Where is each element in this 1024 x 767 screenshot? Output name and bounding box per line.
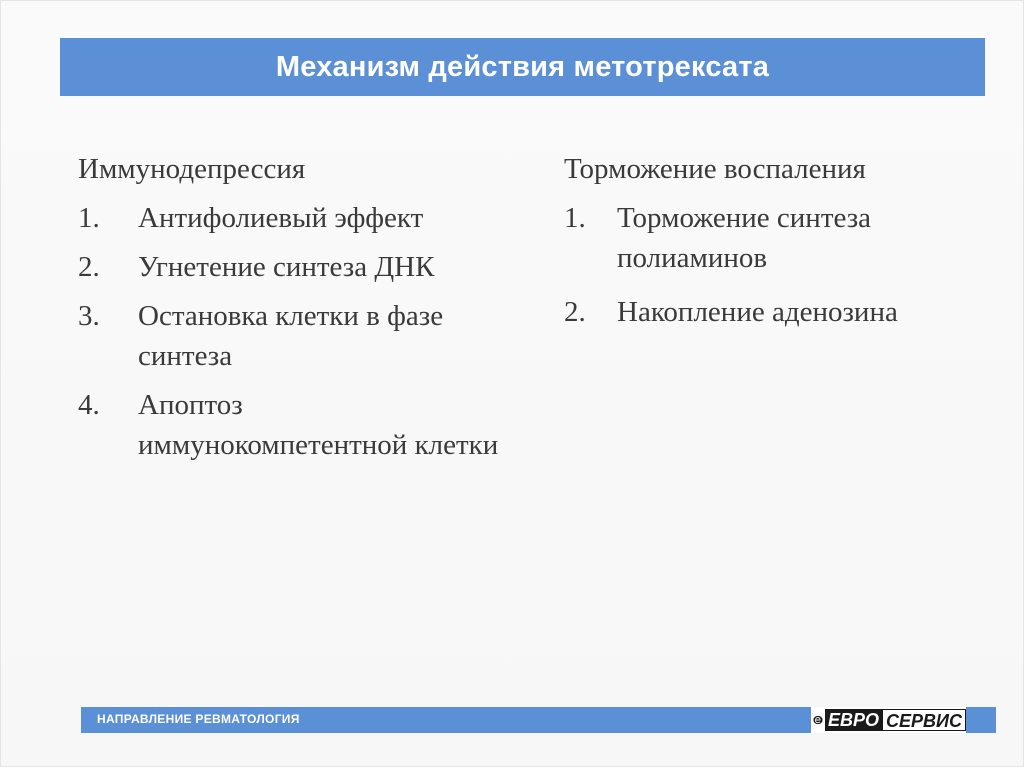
item-number: 3. — [78, 300, 100, 332]
footer-bar — [81, 707, 996, 733]
item-text: Накопление аденозина — [617, 296, 898, 328]
logo-text-evro: ЕВРО — [825, 709, 882, 731]
left-column — [78, 149, 518, 474]
left-column-heading: Иммунодепрессия — [78, 153, 306, 185]
item-text: Угнетение синтеза ДНК — [138, 251, 435, 283]
right-column-list — [564, 198, 984, 332]
company-logo — [811, 707, 966, 733]
left-column-list — [78, 198, 518, 465]
item-number: 1. — [564, 202, 586, 234]
item-text: Остановка клетки в фазе синтеза — [138, 300, 444, 372]
e-logo-icon — [813, 709, 823, 731]
item-text: Торможение синтеза полиаминов — [617, 202, 872, 274]
title-bar — [60, 38, 985, 96]
list-item — [564, 198, 984, 278]
item-number: 2. — [564, 296, 586, 328]
list-item — [78, 198, 518, 238]
right-column-heading: Торможение воспаления — [564, 153, 866, 185]
item-number: 4. — [78, 389, 100, 421]
item-text: Антифолиевый эффект — [138, 202, 424, 234]
list-item — [78, 247, 518, 287]
list-item — [78, 296, 518, 376]
footer-label: НАПРАВЛЕНИЕ РЕВМАТОЛОГИЯ — [97, 712, 300, 726]
item-number: 1. — [78, 202, 100, 234]
item-number: 2. — [78, 251, 100, 283]
list-item — [78, 385, 518, 465]
logo-text-servis: СЕРВИС — [882, 709, 966, 731]
list-item — [564, 292, 984, 332]
page-title: Механизм действия метотрексата — [275, 50, 770, 83]
right-column — [564, 149, 984, 346]
item-text: Апоптоз иммунокомпетентной клетки — [138, 389, 499, 461]
